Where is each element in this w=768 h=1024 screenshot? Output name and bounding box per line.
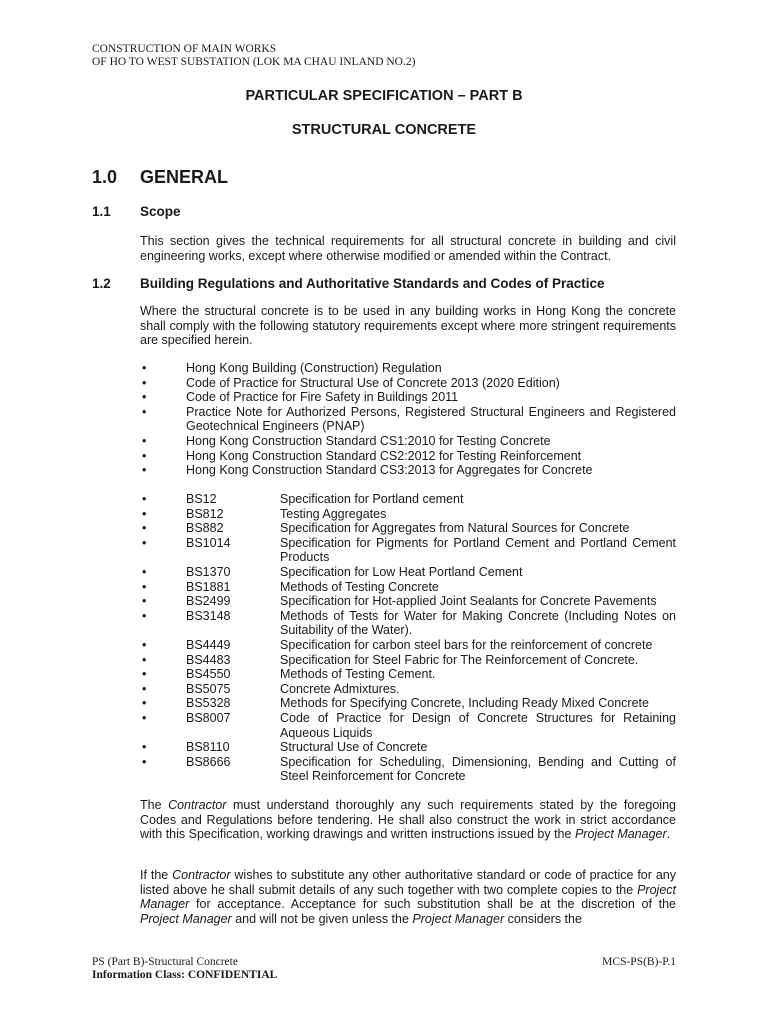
bullet: • xyxy=(142,579,147,594)
bullet: • xyxy=(142,608,147,623)
standard-item xyxy=(140,609,676,638)
text-run: wishes to substitute any other authoritative standard or code of practice for any listed above he shall submit details of any such together with two complete copies to the xyxy=(140,868,676,897)
bullet: • xyxy=(142,710,147,725)
document-footer xyxy=(92,956,676,982)
bullet: • xyxy=(142,463,147,478)
list-item-text: Hong Kong Building (Construction) Regulation xyxy=(186,361,442,375)
list-item xyxy=(140,376,676,391)
defined-term-project-manager: Project Manager xyxy=(574,827,667,842)
standard-item xyxy=(140,696,676,711)
regulations-intro: Where the structural concrete is to be used in any building works in Hong Kong the concrete shall comply with the following statutory requirements except where more stringent requirements are specified herein. xyxy=(140,304,676,348)
regulations-number: 1.2 xyxy=(92,276,111,291)
standard-item xyxy=(140,667,676,682)
standard-item xyxy=(140,521,676,536)
standard-desc: Methods of Testing Cement. xyxy=(280,667,436,682)
list-item-text: Code of Practice for Structural Use of Concrete 2013 (2020 Edition) xyxy=(186,375,560,390)
bullet: • xyxy=(142,637,147,652)
section-number: 1.0 xyxy=(92,167,118,187)
standard-desc: Methods of Tests for Water for Making Concrete (Including Notes on Suitability of the Water). xyxy=(280,608,676,638)
standard-code: BS812 xyxy=(186,506,224,521)
contractor-paragraph xyxy=(140,798,676,842)
list-item-text: Hong Kong Construction Standard CS1:2010 for Testing Concrete xyxy=(186,433,551,448)
list-item xyxy=(140,434,676,449)
scope-text: This section gives the technical requirements for all structural concrete in building and civil engineering works, except where otherwise modified or amended within the Contract. xyxy=(140,234,676,263)
text-run: The xyxy=(140,798,169,812)
standard-desc: Concrete Admixtures. xyxy=(280,681,400,696)
standard-code: BS1370 xyxy=(186,564,231,579)
standard-desc: Specification for Steel Fabric for The Reinforcement of Concrete. xyxy=(280,652,639,667)
section-title: GENERAL xyxy=(140,167,229,187)
bullet: • xyxy=(142,521,147,536)
standard-desc: Specification for Low Heat Portland Cement xyxy=(280,564,523,579)
document-title: PARTICULAR SPECIFICATION – PART B xyxy=(245,88,523,104)
substitution-paragraph xyxy=(140,868,676,926)
standard-code: BS1014 xyxy=(186,535,231,550)
standard-desc: Code of Practice for Design of Concrete Structures for Retaining Aqueous Liquids xyxy=(280,710,676,740)
regulations-title: Building Regulations and Authoritative Standards and Codes of Practice xyxy=(140,276,605,291)
document-header xyxy=(92,43,415,69)
defined-term-project-manager: Project Manager xyxy=(140,882,676,912)
standard-desc: Specification for Scheduling, Dimensioning, Bending and Cutting of Steel Reinforcement for Concrete xyxy=(280,754,676,784)
bullet: • xyxy=(142,740,147,755)
standard-desc: Methods for Specifying Concrete, Including Ready Mixed Concrete xyxy=(280,696,649,711)
standard-item xyxy=(140,594,676,609)
header-line-1: CONSTRUCTION OF MAIN WORKS xyxy=(92,43,277,55)
list-item xyxy=(140,361,676,376)
standard-desc: Testing Aggregates xyxy=(280,506,387,521)
text-run: and will not be given unless the xyxy=(231,911,413,926)
header-line-2: OF HO TO WEST SUBSTATION (LOK MA CHAU INLAND NO.2) xyxy=(92,56,416,68)
standard-code: BS5075 xyxy=(186,681,231,696)
scope-title: Scope xyxy=(140,204,181,219)
list-item xyxy=(140,390,676,405)
standard-code: BS4449 xyxy=(186,637,231,652)
defined-term-project-manager: Project Manager xyxy=(412,911,505,926)
bullet: • xyxy=(142,433,147,448)
bullet: • xyxy=(142,667,147,682)
scope-number: 1.1 xyxy=(92,204,111,219)
standard-desc: Structural Use of Concrete xyxy=(280,740,428,755)
list-item-text: Code of Practice for Fire Safety in Buildings 2011 xyxy=(186,390,459,405)
bullet: • xyxy=(142,681,147,696)
list-item xyxy=(140,463,676,478)
text-run: for acceptance. Acceptance for such substitution shall be at the discretion of the xyxy=(189,897,676,912)
standard-item xyxy=(140,565,676,580)
bullet: • xyxy=(142,594,147,609)
footer-info-class: Information Class: CONFIDENTIAL xyxy=(92,969,278,981)
standards-list xyxy=(140,492,676,784)
list-item xyxy=(140,449,676,464)
standard-code: BS2499 xyxy=(186,594,231,609)
standard-code: BS5328 xyxy=(186,696,231,711)
bullet: • xyxy=(142,535,147,550)
footer-page-ref: MCS-PS(B)-P.1 xyxy=(602,956,676,968)
bullet: • xyxy=(142,390,147,405)
standard-code: BS1881 xyxy=(186,579,231,594)
standard-item xyxy=(140,492,676,507)
statutory-list xyxy=(140,361,676,478)
text-run: . xyxy=(666,827,671,842)
list-item xyxy=(140,405,676,434)
bullet: • xyxy=(142,564,147,579)
footer-doc-name: PS (Part B)-Structural Concrete xyxy=(92,956,238,968)
standard-desc: Specification for Hot-applied Joint Sealants for Concrete Pavements xyxy=(280,594,657,609)
standard-item xyxy=(140,653,676,668)
standard-desc: Specification for Pigments for Portland Cement and Portland Cement Products xyxy=(280,535,676,565)
standard-desc: Specification for carbon steel bars for the reinforcement of concrete xyxy=(280,637,653,652)
standard-item xyxy=(140,711,676,740)
standard-item xyxy=(140,755,676,784)
bullet: • xyxy=(142,754,147,769)
bullet: • xyxy=(142,361,147,375)
text-run: If the xyxy=(140,868,173,882)
list-item-text: Hong Kong Construction Standard CS3:2013 for Aggregates for Concrete xyxy=(186,463,593,478)
bullet: • xyxy=(142,696,147,711)
standard-code: BS4483 xyxy=(186,652,231,667)
bullet: • xyxy=(142,375,147,390)
standard-code: BS8110 xyxy=(186,740,230,755)
standard-item xyxy=(140,580,676,595)
standard-code: BS12 xyxy=(186,492,217,506)
standard-code: BS8666 xyxy=(186,754,231,769)
bullet: • xyxy=(142,652,147,667)
bullet: • xyxy=(142,404,147,419)
list-item-text: Hong Kong Construction Standard CS2:2012 for Testing Reinforcement xyxy=(186,448,582,463)
standard-code: BS3148 xyxy=(186,608,231,623)
list-item-text: Practice Note for Authorized Persons, Registered Structural Engineers and Registered Geotechnical Engineers (PNAP) xyxy=(186,404,676,434)
standard-item xyxy=(140,682,676,697)
bullet: • xyxy=(142,492,147,506)
standard-item xyxy=(140,536,676,565)
standard-code: BS4550 xyxy=(186,667,231,682)
document-subtitle: STRUCTURAL CONCRETE xyxy=(291,122,477,138)
standard-item xyxy=(140,740,676,755)
standard-desc: Methods of Testing Concrete xyxy=(280,579,439,594)
text-run: considers the xyxy=(504,911,582,926)
defined-term-contractor: Contractor xyxy=(168,798,227,812)
defined-term-project-manager: Project Manager xyxy=(140,911,232,926)
bullet: • xyxy=(142,448,147,463)
bullet: • xyxy=(142,506,147,521)
standard-item xyxy=(140,638,676,653)
text-run: must understand thoroughly any such requirements stated by the foregoing Codes and Regulations before tendering. He shall also construct the work in strict accordance with this Specification, working drawings and written instructions issued by the xyxy=(140,798,676,842)
standard-code: BS8007 xyxy=(186,710,231,725)
standard-desc: Specification for Aggregates from Natural Sources for Concrete xyxy=(280,521,630,536)
standard-desc: Specification for Portland cement xyxy=(280,492,464,506)
defined-term-contractor: Contractor xyxy=(172,868,231,882)
standard-code: BS882 xyxy=(186,521,224,536)
standard-item xyxy=(140,507,676,522)
